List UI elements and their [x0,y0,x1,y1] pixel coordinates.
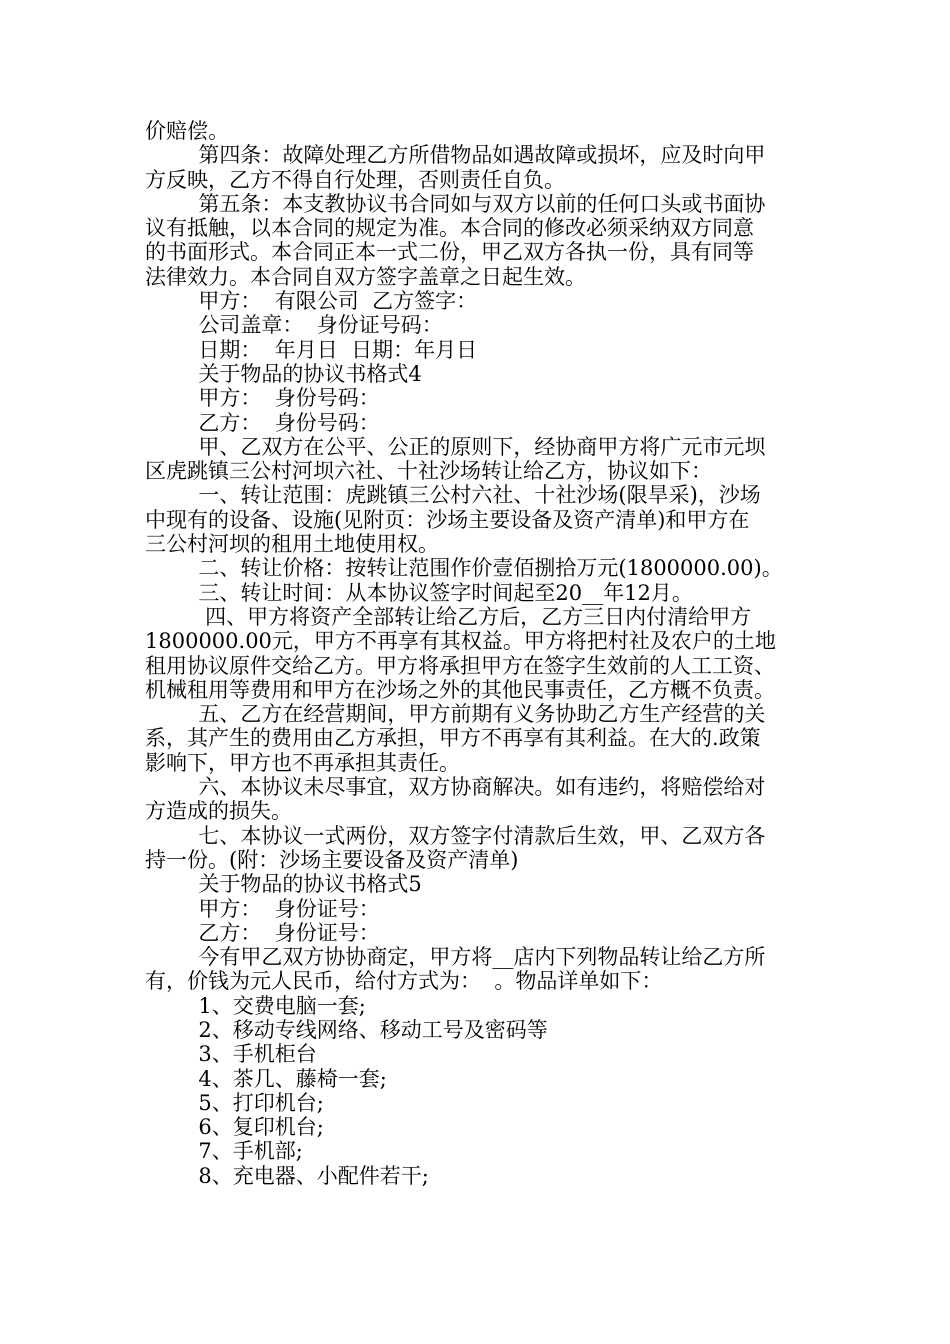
document-line: 五、乙方在经营期间，甲方前期有义务协助乙方生产经营的关 [145,702,766,727]
document-line: 的书面形式。本合同正本一式二份，甲乙双方各执一份，具有同等 [145,240,754,265]
document-line: 5、打印机台; [145,1090,324,1115]
document-line: 甲、乙双方在公平、公正的原则下，经协商甲方将广元市元坝 [145,434,766,459]
document-line: 8、充电器、小配件若干; [145,1163,429,1188]
document-line: 三、转让时间：从本协议签字时间起至20__年12月。 [145,580,693,605]
document-line: 甲方： 身份证号： [145,896,380,921]
document-line: 七、本协议一式两份，双方签字付清款后生效，甲、乙双方各 [145,823,766,848]
document-line: 三公村河坝的租用土地使用权。 [145,532,439,557]
document-line: 3、手机柜台 [145,1042,317,1067]
document-line: 甲方： 身份号码： [145,386,380,411]
document-line: 影响下，甲方也不再承担其责任。 [145,750,460,775]
document-line: 区虎跳镇三公村河坝六社、十社沙场转让给乙方，协议如下： [145,459,712,484]
document-line: 持一份。(附：沙场主要设备及资产清单) [145,847,519,872]
document-line: 机械租用等费用和甲方在沙场之外的其他民事责任，乙方概不负责。 [145,677,775,702]
document-line: 日期： 年月日 日期：年月日 [145,337,478,362]
document-line: 法律效力。本合同自双方签字盖章之日起生效。 [145,264,586,289]
document-line: 1、交费电脑一套; [145,993,366,1018]
document-line: 二、转让价格：按转让范围作价壹佰捌拾万元(1800000.00)。 [145,556,783,581]
document-line: 关于物品的协议书格式4 [145,361,422,386]
document-line: 7、手机部; [145,1139,303,1164]
document-line: 6、复印机台; [145,1115,324,1140]
document-line: 中现有的设备、设施(见附页：沙场主要设备及资产清单)和甲方在 [145,507,750,532]
document-line: 第五条：本支教协议书合同如与双方以前的任何口头或书面协 [145,191,766,216]
document-line: 价赔偿。 [145,119,229,143]
document-line: 今有甲乙双方协协商定，甲方将__店内下列物品转让给乙方所 [145,945,766,970]
document-line: 方反映，乙方不得自行处理，否则责任自负。 [145,167,565,192]
document-line: 有，价钱为元人民币，给付方式为： 。物品详单如下： [145,969,663,994]
document-line: 乙方： 身份证号： [145,920,380,945]
document-line: 一、转让范围：虎跳镇三公村六社、十社沙场(限旱采)，沙场 [145,483,761,508]
document-line: 系，其产生的费用由乙方承担，甲方不再享有其利益。在大的.政策 [145,726,761,751]
document-line: 1800000.00元，甲方不再享有其权益。甲方将把村社及农户的土地 [145,629,776,654]
document-line: 4、茶几、藤椅一套; [145,1066,387,1091]
document-line: 议有抵触，以本合同的规定为准。本合同的修改必须采纳双方同意 [145,216,754,241]
document-line: 租用协议原件交给乙方。甲方将承担甲方在签字生效前的人工工资、 [145,653,775,678]
document-body [145,119,810,1188]
document-line: 2、移动专线网络、移动工号及密码等 [145,1017,548,1042]
document-line: 六、本协议未尽事宜，双方协商解决。如有违约，将赔偿给对 [145,775,766,800]
document-line: 四、甲方将资产全部转让给乙方后，乙方三日内付清给甲方 [145,604,752,629]
document-line: 方造成的损失。 [145,799,292,824]
document-line: 乙方： 身份号码： [145,410,380,435]
document-line: 关于物品的协议书格式5 [145,872,422,897]
document-line: 第四条：故障处理乙方所借物品如遇故障或损坏，应及时向甲 [145,143,766,168]
document-line: 公司盖章： 身份证号码： [145,313,443,338]
document-line: 甲方： 有限公司 乙方签字： [145,289,478,314]
